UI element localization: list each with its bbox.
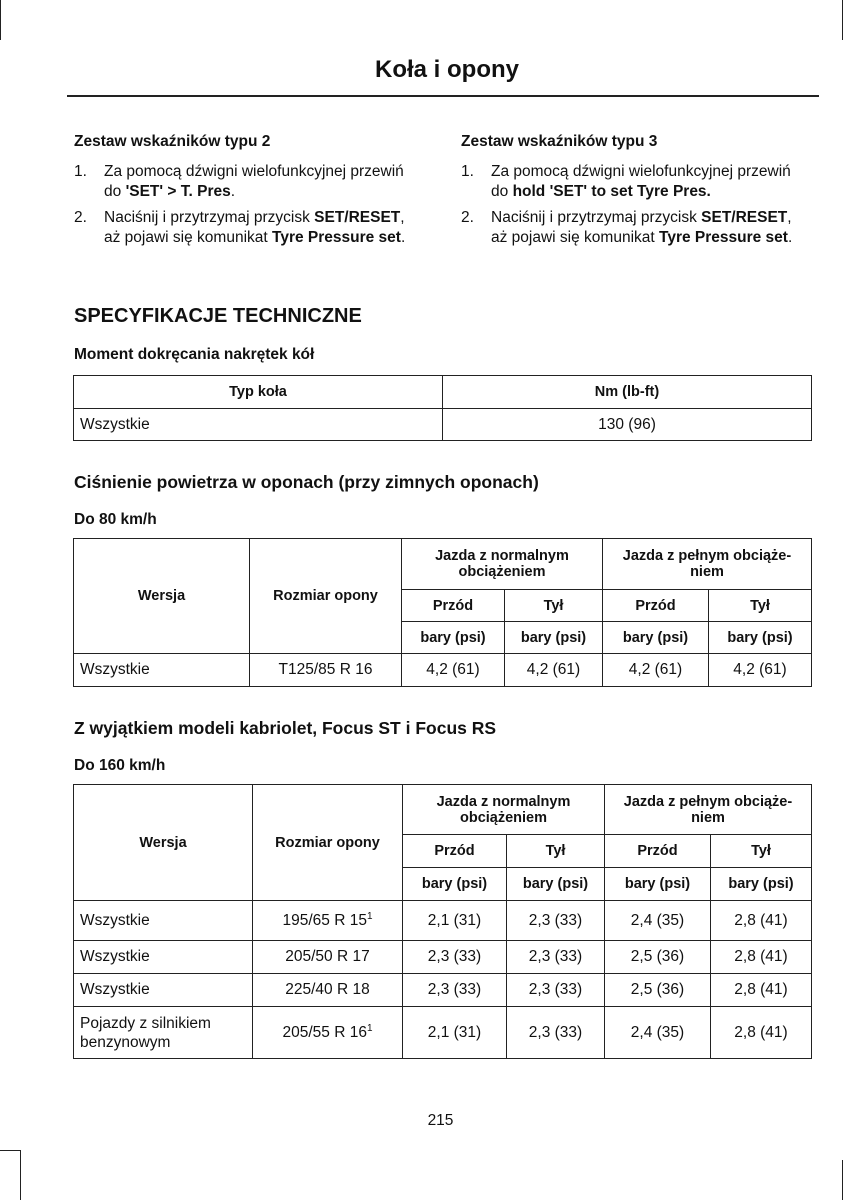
header-cell: bary (psi) xyxy=(402,622,505,654)
table-cell: Wszystkie xyxy=(74,901,253,941)
table-cell: 4,2 (61) xyxy=(603,654,709,687)
header-cell: bary (psi) xyxy=(403,868,507,901)
header-cell: Typ koła xyxy=(74,376,443,409)
header-cell: Tył xyxy=(507,835,605,868)
title-rule xyxy=(67,95,819,97)
header-cell: Tył xyxy=(709,590,812,622)
table-row xyxy=(74,1007,812,1059)
table-cell: 2,3 (33) xyxy=(507,901,605,941)
header-cell: Jazda z normalnym obciążeniem xyxy=(403,785,605,835)
header-cell: Tył xyxy=(711,835,812,868)
table-cell: 2,1 (31) xyxy=(403,901,507,941)
table-cell: 4,2 (61) xyxy=(709,654,812,687)
step-number: 1. xyxy=(461,163,474,180)
table-cell: 2,8 (41) xyxy=(711,941,812,974)
table-header-row xyxy=(74,785,812,835)
table-header-row xyxy=(74,376,812,409)
table-cell: 2,8 (41) xyxy=(711,974,812,1007)
table-header-row xyxy=(74,539,812,590)
header-cell: Wersja xyxy=(74,539,250,654)
list-item xyxy=(74,162,424,202)
header-cell: bary (psi) xyxy=(507,868,605,901)
torque-heading: Moment dokręcania nakrętek kół xyxy=(74,346,315,363)
table-cell: 2,8 (41) xyxy=(711,1007,812,1059)
step-text: Naciśnij i przytrzymaj przycisk SET/RESET, aż pojawi się komunikat Tyre Pressure set. xyxy=(104,209,406,246)
header-cell: bary (psi) xyxy=(603,622,709,654)
table-cell: 195/65 R $15^1$ xyxy=(253,901,403,941)
table-cell: 2,3 (33) xyxy=(403,941,507,974)
table-cell: 205/55 R $16^1$ xyxy=(253,1007,403,1059)
header-cell: Przód xyxy=(605,835,711,868)
left-section xyxy=(74,133,424,254)
table-cell: 2,4 (35) xyxy=(605,901,711,941)
table-row xyxy=(74,974,812,1007)
table-cell: Wszystkie xyxy=(74,941,253,974)
table-cell: 2,3 (33) xyxy=(507,974,605,1007)
header-cell: Jazda z normalnym obciążeniem xyxy=(402,539,603,590)
step-number: 2. xyxy=(461,209,474,226)
header-cell: bary (psi) xyxy=(709,622,812,654)
table-row xyxy=(74,901,812,941)
header-cell: bary (psi) xyxy=(605,868,711,901)
crop-mark-bottom-right xyxy=(842,1160,843,1200)
table-cell: 2,4 (35) xyxy=(605,1007,711,1059)
left-section-heading: Zestaw wskaźników typu 2 xyxy=(74,133,271,150)
table-cell: 4,2 (61) xyxy=(402,654,505,687)
right-section xyxy=(461,133,811,254)
crop-mark-bottom-left-v xyxy=(20,1150,21,1200)
table-cell: 2,3 (33) xyxy=(403,974,507,1007)
step-number: 2. xyxy=(74,209,87,226)
list-item xyxy=(74,208,424,248)
header-cell: Nm (lb-ft) xyxy=(443,376,812,409)
page-number: 215 xyxy=(427,1112,454,1129)
header-cell: Tył xyxy=(505,590,603,622)
torque-table xyxy=(73,375,812,441)
crop-mark-top-left xyxy=(0,0,1,40)
right-steps-list xyxy=(461,162,811,248)
table-cell: Wszystkie xyxy=(74,654,250,687)
header-cell: Przód xyxy=(403,835,507,868)
table-row xyxy=(74,654,812,687)
speed-80-heading: Do 80 km/h xyxy=(74,511,157,528)
header-cell: bary (psi) xyxy=(505,622,603,654)
step-text: Za pomocą dźwigni wielofunkcyjnej przewiń do hold 'SET' to set Tyre Pres. xyxy=(491,163,791,200)
left-steps-list xyxy=(74,162,424,248)
list-item xyxy=(461,162,811,202)
table-cell: 225/40 R 18 xyxy=(253,974,403,1007)
right-section-heading: Zestaw wskaźników typu 3 xyxy=(461,133,658,150)
header-cell: Przód xyxy=(603,590,709,622)
pressure-table-160 xyxy=(73,784,812,1059)
table-cell: 2,3 (33) xyxy=(507,941,605,974)
table-cell: Wszystkie xyxy=(74,974,253,1007)
step-number: 1. xyxy=(74,163,87,180)
table-cell: T125/85 R 16 xyxy=(250,654,402,687)
header-cell: Przód xyxy=(402,590,505,622)
header-cell: Rozmiar opony xyxy=(250,539,402,654)
header-cell: bary (psi) xyxy=(711,868,812,901)
crop-mark-top-right xyxy=(842,0,843,40)
table-cell: 2,3 (33) xyxy=(507,1007,605,1059)
table-cell: Pojazdy z silnikiem benzynowym xyxy=(74,1007,253,1059)
crop-mark-bottom-left xyxy=(0,1150,20,1151)
pressure-heading: Ciśnienie powietrza w oponach (przy zimnych oponach) xyxy=(74,472,539,492)
table-cell: 130 (96) xyxy=(443,409,812,441)
header-cell: Wersja xyxy=(74,785,253,901)
table-cell: 2,8 (41) xyxy=(711,901,812,941)
pressure-table-80 xyxy=(73,538,812,687)
table-row xyxy=(74,941,812,974)
step-text: Za pomocą dźwigni wielofunkcyjnej przewiń do 'SET' > T. Pres. xyxy=(104,163,404,200)
table-cell: 2,1 (31) xyxy=(403,1007,507,1059)
table-cell: 205/50 R 17 xyxy=(253,941,403,974)
table-row xyxy=(74,409,812,441)
header-cell: Jazda z pełnym obciąże-niem xyxy=(605,785,812,835)
speed-160-heading: Do 160 km/h xyxy=(74,757,166,774)
header-cell: Rozmiar opony xyxy=(253,785,403,901)
step-text: Naciśnij i przytrzymaj przycisk SET/RESET, aż pojawi się komunikat Tyre Pressure set. xyxy=(491,209,793,246)
except-heading: Z wyjątkiem modeli kabriolet, Focus ST i Focus RS xyxy=(74,718,497,738)
table-cell: Wszystkie xyxy=(74,409,443,441)
header-cell: Jazda z pełnym obciąże-niem xyxy=(603,539,812,590)
table-cell: 2,5 (36) xyxy=(605,974,711,1007)
table-cell: 2,5 (36) xyxy=(605,941,711,974)
page-title: Koła i opony xyxy=(375,56,519,83)
specs-heading: SPECYFIKACJE TECHNICZNE xyxy=(74,305,362,327)
list-item xyxy=(461,208,811,248)
table-cell: 4,2 (61) xyxy=(505,654,603,687)
